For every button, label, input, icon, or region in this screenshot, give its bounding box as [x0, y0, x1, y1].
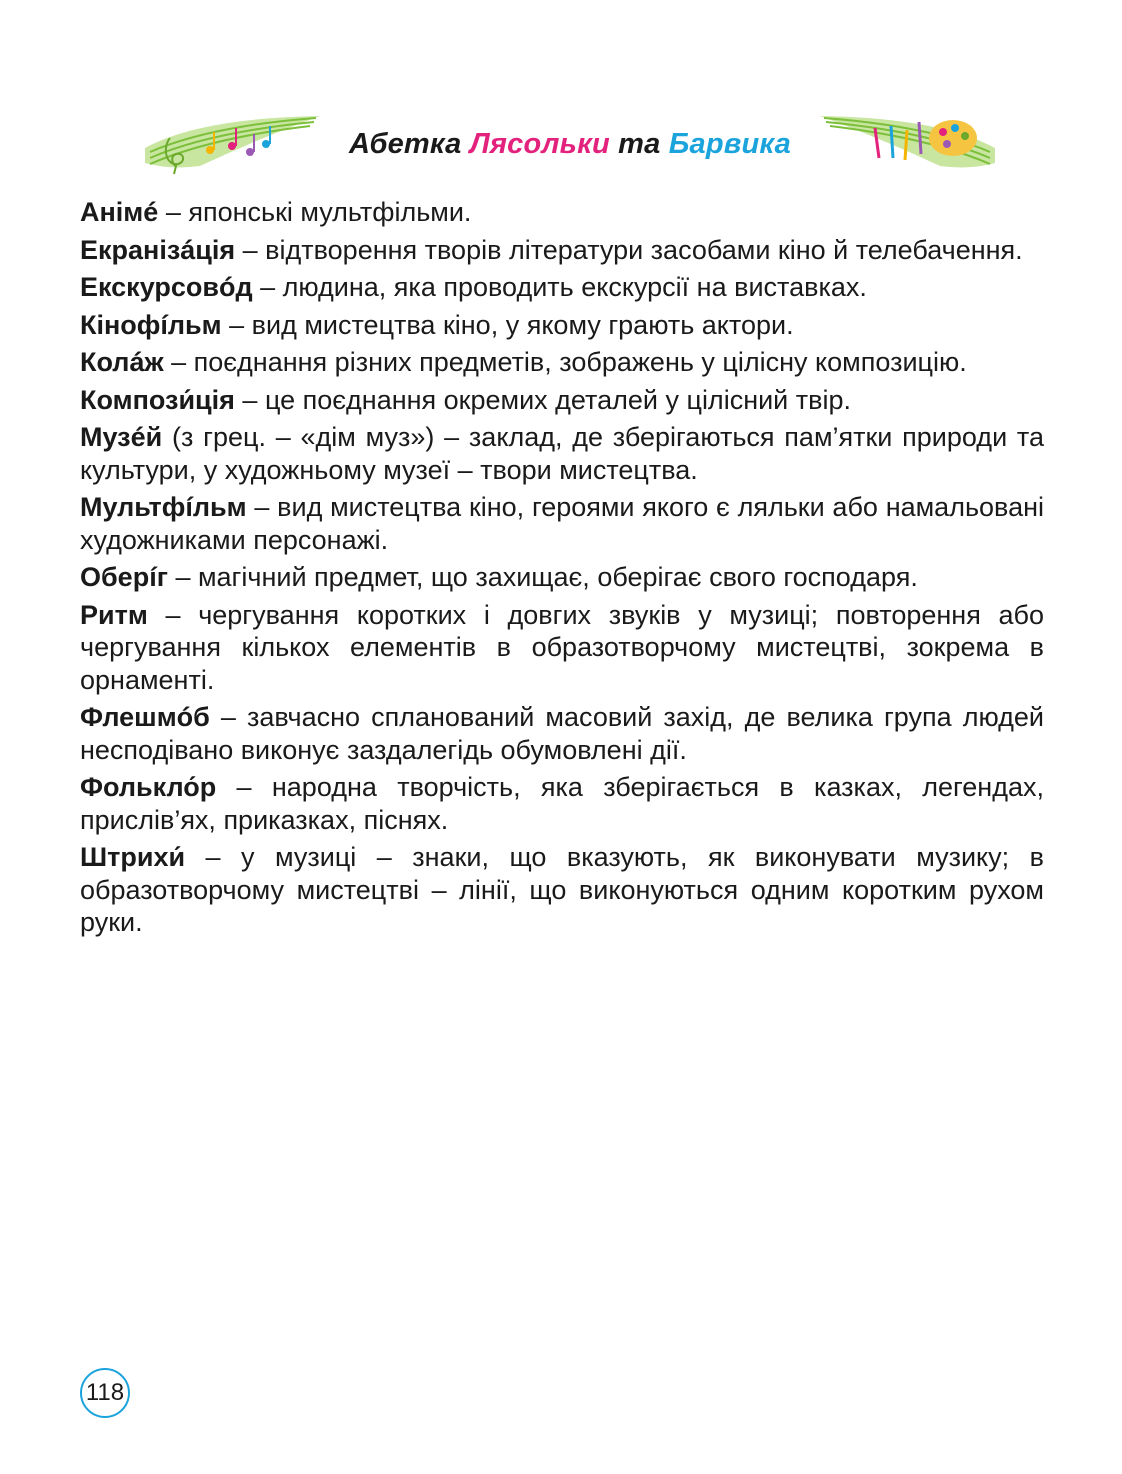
glossary-entry: [80, 384, 1044, 417]
glossary-entry: [80, 701, 1044, 766]
glossary-entry: [80, 196, 1044, 229]
glossary-list: [80, 196, 1044, 944]
title-word-ta: та: [618, 128, 661, 160]
glossary-term: Екскурсовóд: [80, 272, 253, 302]
glossary-entry: [80, 491, 1044, 556]
glossary-definition: – у музиці – знаки, що вказують, як виконувати музику; в образотворчому мистецтві – лінії, що виконуються одним коротким рухом руки.: [80, 842, 1044, 937]
glossary-entry: [80, 561, 1044, 594]
glossary-definition: – відтворення творів літератури засобами кіно й телебачення.: [235, 234, 1023, 265]
title-word-lyasolky: Лясольки: [469, 128, 610, 160]
glossary-term: Флешмóб: [80, 702, 210, 732]
palette-brushes-icon: [815, 108, 1000, 178]
glossary-entry: [80, 309, 1044, 342]
glossary-entry: [80, 234, 1044, 267]
page-header: [140, 108, 1000, 178]
glossary-definition: – народна творчість, яка зберігається в казках, легендах, прислів’ях, приказках, піснях.: [80, 772, 1044, 835]
glossary-entry: [80, 841, 1044, 939]
glossary-term: Компози́ція: [80, 384, 235, 415]
glossary-term: Штрихи́: [80, 842, 186, 872]
glossary-definition: – завчасно сплановaний масовий захід, де велика група людей несподівано виконує заздалегідь обумовлені дії.: [80, 702, 1044, 765]
glossary-definition: (з грец. – «дім муз») – заклад, де зберігаються пам’ятки природи та культури, у художньому музеї – твори мистецтва.: [80, 422, 1044, 485]
glossary-term: Кінофíльм: [80, 309, 222, 340]
glossary-term: Ритм: [80, 599, 148, 630]
page-number: 118: [80, 1368, 130, 1418]
glossary-definition: – магічний предмет, що захищає, оберігає свого господаря.: [167, 562, 918, 592]
glossary-definition: – японські мультфільми.: [158, 197, 472, 227]
glossary-definition: – вид мистецтва кіно, у якому грають актори.: [221, 309, 794, 340]
glossary-definition: – людина, яка проводить екскурсії на виставках.: [252, 272, 867, 302]
glossary-entry: [80, 346, 1044, 379]
glossary-definition: – вид мистецтва кіно, героями якого є ляльки або намальовані художниками персонажі.: [80, 492, 1044, 555]
glossary-entry: [80, 421, 1044, 486]
glossary-term: Колáж: [80, 347, 164, 377]
glossary-entry: [80, 599, 1044, 697]
glossary-term: Фолькло́р: [80, 772, 217, 802]
glossary-definition: – це поєднання окремих деталей у цілісний твір.: [234, 384, 851, 415]
glossary-term: Екранізáція: [80, 234, 236, 265]
glossary-term: Оберíг: [80, 562, 168, 592]
title-word-barvyk: Барвика: [668, 128, 791, 160]
glossary-entry: [80, 771, 1044, 836]
glossary-term: Мультфíльм: [80, 492, 247, 522]
glossary-definition: – чергування коротких і довгих звуків у музиці; повторення або чергування кількох елементів в образотворчому мистецтві, зокрема в орнаменті.: [80, 599, 1044, 695]
glossary-entry: [80, 271, 1044, 304]
glossary-term: Музéй: [80, 422, 163, 452]
title-word-abetka: Абетка: [349, 128, 462, 160]
glossary-term: Анімé: [80, 197, 159, 227]
glossary-definition: – поєднання різних предметів, зображень у цілісну композицію.: [163, 347, 967, 377]
